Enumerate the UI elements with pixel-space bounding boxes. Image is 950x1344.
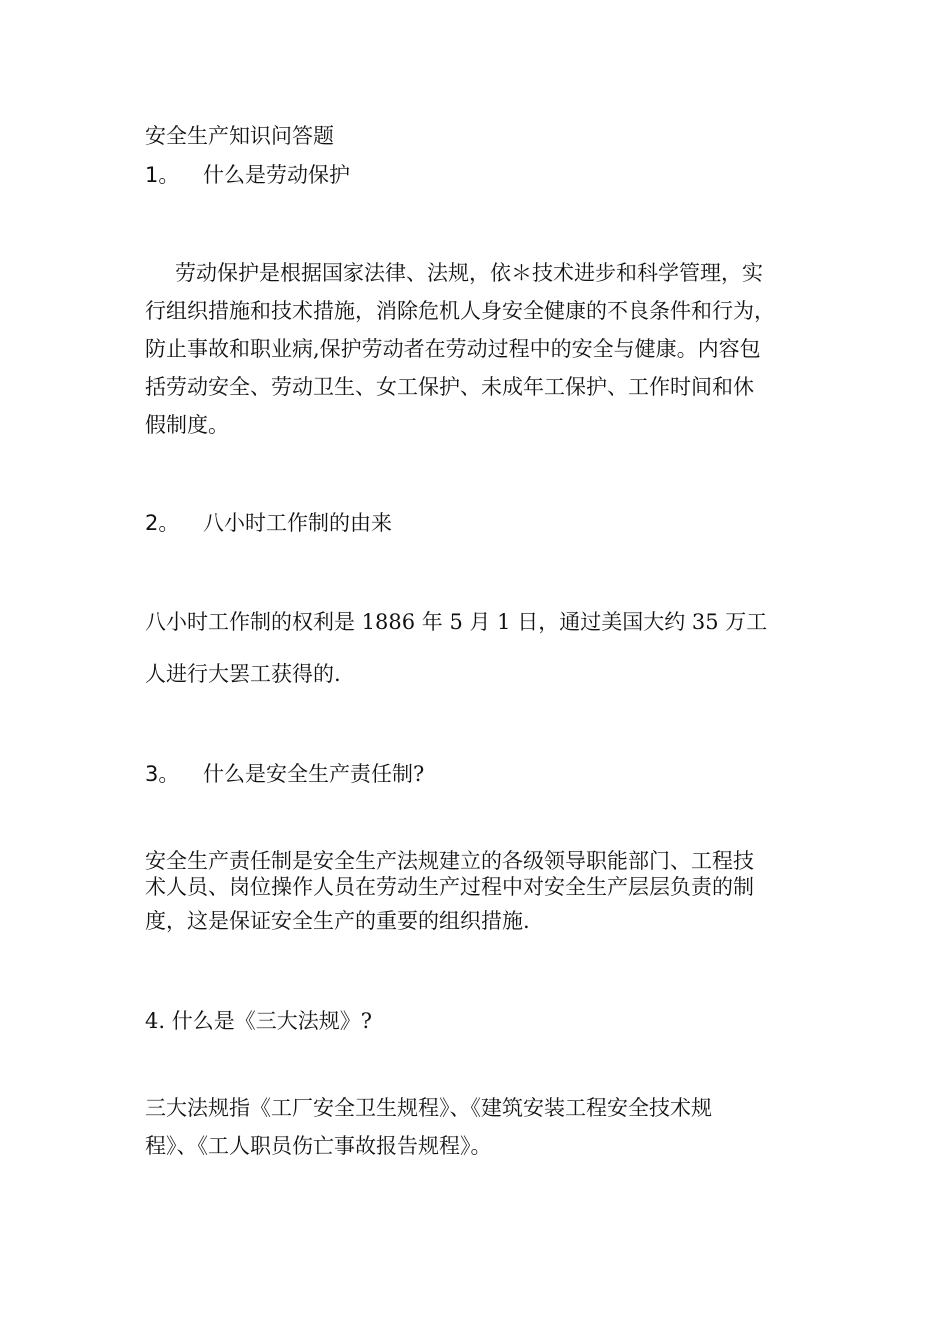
answer-1-line-1: 劳动保护是根据国家法律、法规，依＊技术进步和科学管理，实	[175, 261, 763, 285]
answer-1-line-3: 防止事故和职业病,保护劳动者在劳动过程中的安全与健康。内容包	[145, 337, 761, 361]
question-2	[145, 509, 392, 537]
question-1	[145, 161, 350, 189]
question-3	[145, 760, 424, 788]
document-title: 安全生产知识问答题	[145, 124, 334, 148]
answer-2-line-2: 人进行大罢工获得的.	[145, 662, 341, 686]
question-1-number: 1。	[145, 163, 180, 187]
question-2-number: 2。	[145, 511, 180, 535]
answer-1-line-2: 行组织措施和技术措施，消除危机人身安全健康的不良条件和行为，	[145, 299, 775, 323]
answer-3-line-1: 安全生产责任制是安全生产法规建立的各级领导职能部门、工程技	[145, 849, 754, 873]
answer-4-line-2: 程》、《工人职员伤亡事故报告规程》。	[145, 1134, 492, 1158]
answer-3-line-2: 术人员、岗位操作人员在劳动生产过程中对安全生产层层负责的制	[145, 875, 754, 899]
question-4	[145, 1007, 372, 1035]
question-3-number: 3。	[145, 762, 180, 786]
answer-3-line-3: 度，这是保证安全生产的重要的组织措施.	[145, 909, 530, 933]
answer-1-line-4: 括劳动安全、劳动卫生、女工保护、未成年工保护、工作时间和休	[145, 375, 754, 399]
answer-4-line-1: 三大法规指《工厂安全卫生规程》、《建筑安装工程安全技术规	[145, 1096, 712, 1120]
answer-1-line-5: 假制度。	[145, 413, 229, 437]
question-2-text: 八小时工作制的由来	[203, 511, 392, 535]
question-4-heading: 4. 什么是《三大法规》?	[145, 1009, 372, 1033]
question-1-text: 什么是劳动保护	[203, 163, 350, 187]
answer-2-line-1: 八小时工作制的权利是 1886 年 5 月 1 日，通过美国大约 35 万工	[145, 610, 768, 634]
question-3-text: 什么是安全生产责任制?	[203, 762, 425, 786]
